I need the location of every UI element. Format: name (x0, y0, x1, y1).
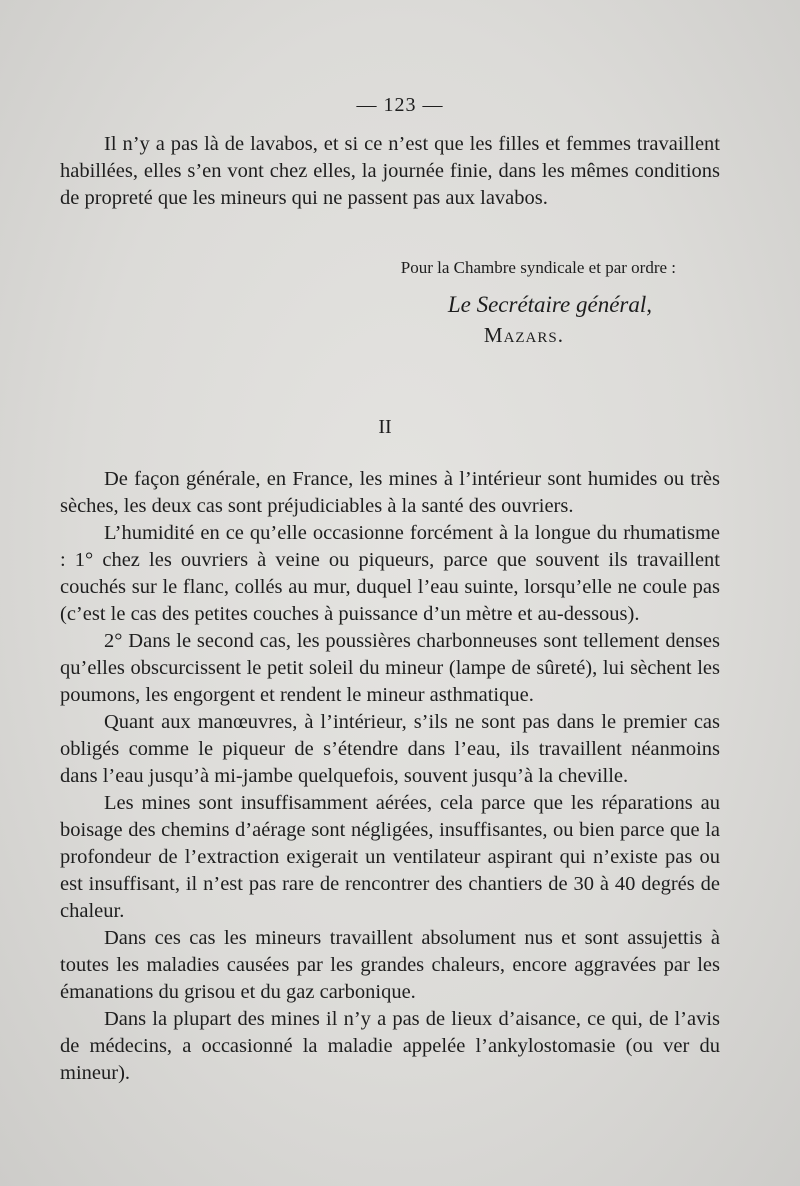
paragraph: Dans la plupart des mines il n’y a pas de lieux d’aisance, ce qui, de l’avis de médecins, a occasionné la maladie appelée l’ankylostomasie (ou ver du mineur). (60, 1008, 720, 1084)
paragraph: Il n’y a pas là de lavabos, et si ce n’est que les filles et femmes travaillent habillées, elles s’en vont chez elles, la journée finie, dans les mêmes conditions de propreté que les mineurs qui ne passent pas aux lavabos. (60, 133, 720, 209)
paragraph: De façon générale, en France, les mines à l’intérieur sont humides ou très sèches, les deux cas sont préjudiciables à la santé des ouvriers. (60, 468, 720, 517)
paragraph: L’humidité en ce qu’elle occasionne forcément à la longue du rhumatisme : 1° chez les ouvriers à veine ou piqueurs, parce que souvent ils travaillent couchés sur le flanc, collés au mur, duquel l’eau suinte, lorsqu’elle ne coule pas (c’est le cas des petites couches à puissance d’un mètre et au-dessous). (60, 522, 720, 625)
paragraph: Les mines sont insuffisamment aérées, cela parce que les réparations au boisage des chemins d’aérage sont négligées, insuffisantes, ou bien parce que la profondeur de l’extraction exigerait un ventilateur aspirant qui n’existe pas ou est insuffisant, il n’est pas rare de rencontrer des chantiers de 30 à 40 degrés de chaleur. (60, 792, 720, 922)
top-text-block (60, 131, 720, 212)
page-number: — 123 — (356, 94, 444, 116)
signature-title: Le Secrétaire général, (447, 292, 652, 317)
paragraph: Quant aux manœuvres, à l’intérieur, s’ils ne sont pas dans le premier cas obligés comme le piqueur de s’étendre dans l’eau, ils travaillent néanmoins dans l’eau jusqu’à mi-jambe quelquefois, souvent jusqu’à la cheville. (60, 711, 720, 787)
signature-name: Mazars. (483, 323, 564, 347)
section-heading: II (378, 416, 392, 438)
signature-intro: Pour la Chambre syndicale et par ordre : (400, 258, 676, 277)
paragraph: Dans ces cas les mineurs travaillent absolument nus et sont assujettis à toutes les maladies causées par les grandes chaleurs, encore aggravées par les émanations du grisou et du gaz carbonique. (60, 927, 720, 1003)
paragraph: 2° Dans le second cas, les poussières charbonneuses sont tellement denses qu’elles obscurcissent le petit soleil du mineur (lampe de sûreté), lui sèchent les poumons, les engorgent et rendent le mineur asthmatique. (60, 630, 720, 706)
main-text-block (60, 466, 720, 1087)
